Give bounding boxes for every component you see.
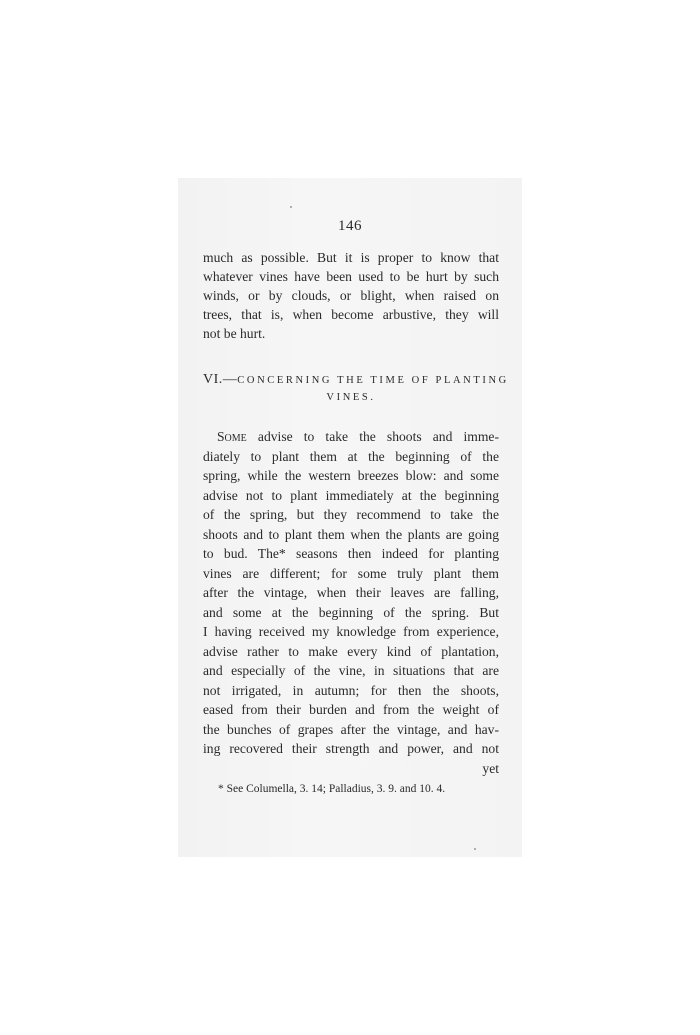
text-line: advise not to plant immediately at the beginning [203,488,499,503]
text-line: diately to plant them at the beginning of the [203,449,499,464]
text-line: whatever vines have been used to be hurt by such [203,269,499,284]
text-line: I having received my knowledge from experience, [203,624,499,639]
text-line: the bunches of grapes after the vintage, and hav- [203,722,499,737]
text-line: to bud. The* seasons then indeed for planting [203,546,499,561]
scan-speck [474,848,476,850]
opening-word: Some [217,429,247,444]
text-line: spring, while the western breezes blow: and some [203,468,499,483]
text-line: eased from their burden and from the weight of [203,702,499,717]
text-line: not irrigated, in autumn; for then the shoots, [203,683,499,698]
first-line-text: advise to take the shoots and imme- [246,429,499,444]
text-line: and some at the beginning of the spring. But [203,605,499,620]
text-line: shoots and to plant them when the plants are going [203,527,499,542]
section-title: CONCERNING THE TIME OF PLANTING [237,375,509,386]
text-line: vines are different; for some truly plant them [203,566,499,581]
book-page [178,178,522,857]
footnote: * See Columella, 3. 14; Palladius, 3. 9. and 10. 4. [218,783,446,795]
text-line: not be hurt. [203,326,266,341]
text-line: ing recovered their strength and power, and not [203,741,499,756]
text-line: trees, that is, when become arbustive, they will [203,307,499,322]
section-heading [203,372,509,388]
catchword: yet [482,761,499,776]
text-line: advise rather to make every kind of plantation, [203,644,499,659]
text-line: much as possible. But it is proper to know that [203,250,499,265]
paragraph-first-line [203,428,499,446]
text-line: winds, or by clouds, or blight, when raised on [203,288,499,303]
text-line: of the spring, but they recommend to take the [203,507,499,522]
scan-speck [290,206,292,208]
page-number: 146 [338,218,362,234]
text-line: and especially of the vine, in situations that are [203,663,499,678]
section-heading-continued: VINES. [326,392,376,403]
section-number: VI.— [203,372,238,387]
text-line: after the vintage, when their leaves are falling, [203,585,499,600]
